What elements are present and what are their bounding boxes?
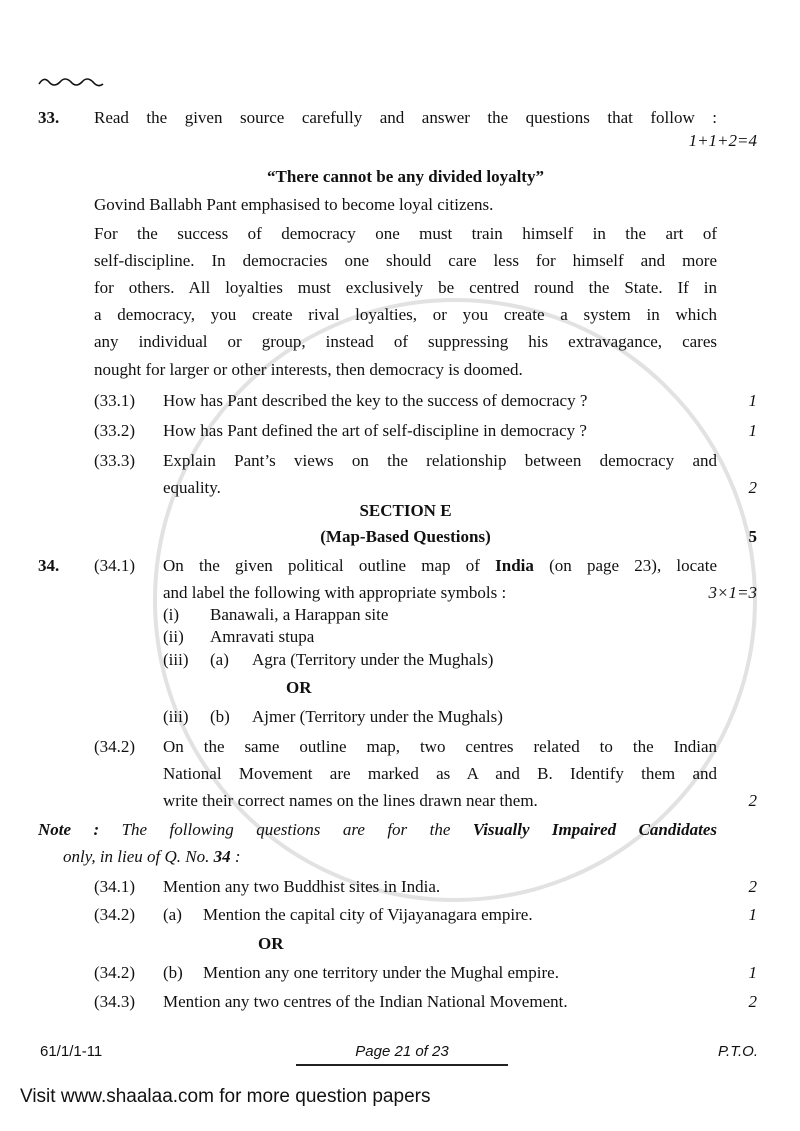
paper-code: 61/1/1-11 (40, 1043, 103, 1060)
subquestion-text: and label the following with appropriate symbols : (163, 583, 507, 602)
item-sub: (b) (210, 707, 230, 726)
item-sub: (a) (163, 905, 182, 924)
marks: 2 (748, 877, 757, 896)
subquestion-text: Explain Pant’s views on the relationship between democracy and (163, 451, 717, 470)
note-line: Note : The following questions are for the Visually Impaired Candidates (38, 820, 717, 839)
subquestion-text: Mention the capital city of Vijayanagara empire. (203, 905, 533, 924)
pto-label: P.T.O. (717, 1043, 758, 1060)
or-label: OR (258, 934, 284, 953)
subquestion-text: How has Pant described the key to the success of democracy ? (163, 391, 588, 410)
or-label: OR (286, 678, 312, 697)
source-intro: Govind Ballabh Pant emphasised to become loyal citizens. (94, 195, 494, 214)
source-line: for others. All loyalties must exclusively be centred round the State. If in (94, 278, 717, 297)
page-number: Page 21 of 23 (296, 1042, 508, 1066)
section-subtitle: (Map-Based Questions) (320, 527, 491, 546)
subquestion-number: (33.3) (94, 451, 136, 470)
wavy-line-icon (38, 74, 104, 90)
item-text: Agra (Territory under the Mughals) (252, 650, 494, 669)
subquestion-number: (34.2) (94, 737, 136, 756)
item-text: Amravati stupa (210, 627, 315, 646)
question-number: 34. (38, 556, 60, 575)
item-sub: (b) (163, 963, 183, 982)
subquestion-text: National Movement are marked as A and B. Identify them and (163, 764, 717, 783)
item-number: (i) (163, 605, 180, 624)
subquestion-text: On the same outline map, two centres related to the Indian (163, 737, 717, 756)
subquestion-text: Mention any two Buddhist sites in India. (163, 877, 441, 896)
subquestion-text: write their correct names on the lines drawn near them. (163, 791, 538, 810)
section-marks: 5 (748, 527, 757, 546)
item-number: (ii) (163, 627, 184, 646)
subquestion-number: (34.3) (94, 992, 136, 1011)
subquestion-number: (33.1) (94, 391, 136, 410)
item-sub: (a) (210, 650, 229, 669)
subquestion-number: (34.1) (94, 556, 136, 575)
source-line: For the success of democracy one must train himself in the art of (94, 224, 717, 243)
marks: 2 (748, 791, 757, 810)
marks: 1 (748, 391, 757, 410)
marks: 1 (748, 963, 757, 982)
source-line: any individual or group, instead of suppressing his extravagance, cares (94, 332, 717, 351)
marks: 1 (748, 905, 757, 924)
source-line: self-discipline. In democracies one should care less for himself and more (94, 251, 717, 270)
marks: 2 (748, 478, 757, 497)
item-text: Banawali, a Harappan site (210, 605, 389, 624)
source-line: nought for larger or other interests, then democracy is doomed. (94, 360, 523, 379)
subquestion-text: Mention any two centres of the Indian National Movement. (163, 992, 568, 1011)
subquestion-text: How has Pant defined the art of self-discipline in democracy ? (163, 421, 587, 440)
question-number: 33. (38, 108, 60, 127)
source-title: “There cannot be any divided loyalty” (267, 167, 544, 186)
subquestion-number: (34.2) (94, 905, 136, 924)
item-number: (iii) (163, 707, 189, 726)
subquestion-text: Mention any one territory under the Mughal empire. (203, 963, 559, 982)
marks: 3×1=3 (708, 583, 757, 602)
marks: 1+1+2=4 (688, 131, 757, 150)
subquestion-text: equality. (163, 478, 221, 497)
note-line: only, in lieu of Q. No. 34 : (63, 847, 241, 866)
item-text: Ajmer (Territory under the Mughals) (252, 707, 503, 726)
shaalaa-banner: Visit www.shaalaa.com for more question papers (20, 1086, 431, 1107)
subquestion-number: (34.1) (94, 877, 136, 896)
subquestion-number: (34.2) (94, 963, 136, 982)
subquestion-text: On the given political outline map of India (on page 23), locate (163, 556, 717, 575)
item-number: (iii) (163, 650, 189, 669)
marks: 1 (748, 421, 757, 440)
marks: 2 (748, 992, 757, 1011)
question-instruction: Read the given source carefully and answer the questions that follow : (94, 108, 717, 127)
source-line: a democracy, you create rival loyalties, or you create a system in which (94, 305, 717, 324)
section-title: SECTION E (359, 501, 452, 520)
subquestion-number: (33.2) (94, 421, 136, 440)
